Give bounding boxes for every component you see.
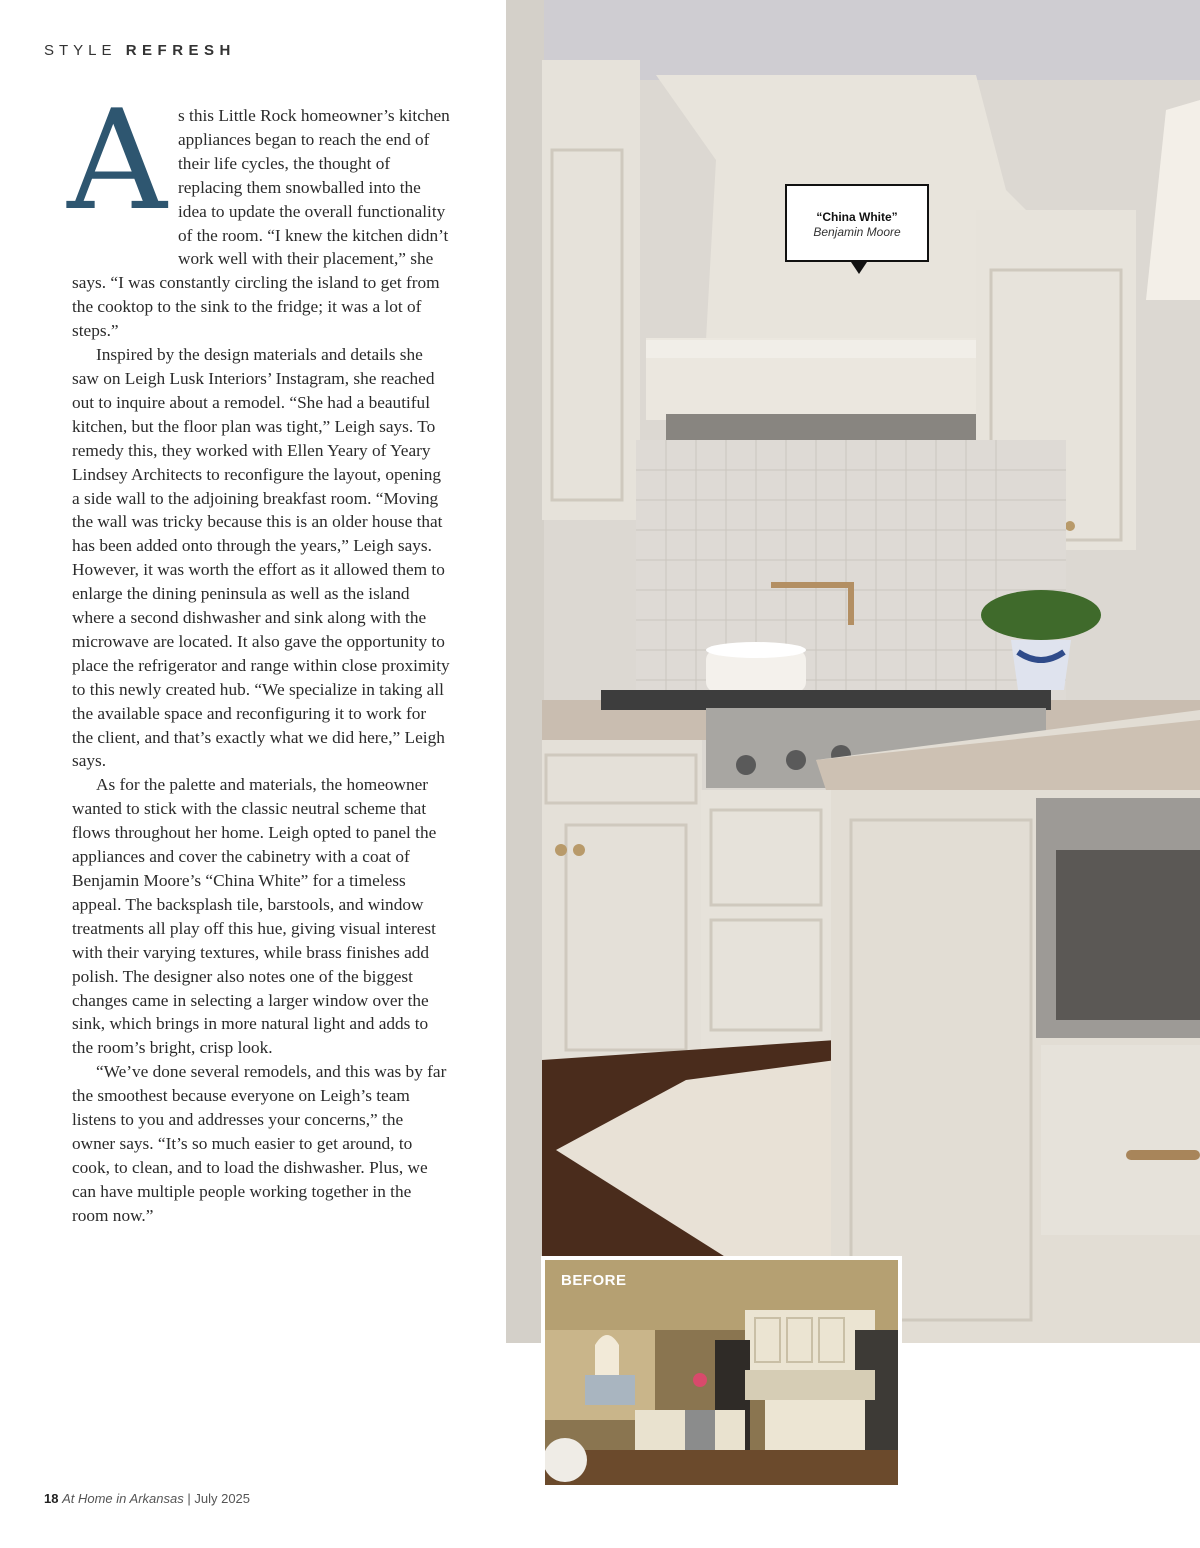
before-label: BEFORE [561, 1272, 627, 1289]
paint-callout [785, 184, 929, 262]
section-label [44, 42, 236, 59]
before-photo [541, 1256, 902, 1489]
page-number: 18 [44, 1491, 59, 1506]
article-paragraph-1 [67, 80, 450, 343]
callout-pointer [851, 262, 867, 274]
article-paragraph-4: “We’ve done several remodels, and this was by far the smoothest because everyone on Leigh’s team listens to you and addresses your concerns,” the owner says. “It’s so much easier to get around, to cook, to clean, and to load the dishwasher. Plus, we can have multiple people working together in the room now.” [72, 1062, 447, 1225]
article-paragraph-2: Inspired by the design materials and details she saw on Leigh Lusk Interiors’ Instagram, she reached out to inquire about a remodel. “She had a beautiful kitchen, but the floor plan was tight,” Leigh says. To remedy this, they worked with Ellen Yeary of Yeary Lindsey Architects to reconfigure the layout, opening a side wall to the adjoining breakfast room. “Moving the wall was tricky because this is an older house that has been added onto through the years,” Leigh says. However, it was worth the effort as it allowed them to enlarge the dining peninsula as well as the island where a second dishwasher and sink along with the microwave are located. It also gave the opportunity to place the refrigerator and range within close proximity to this newly created hub. “We specialize in taking all the available space and reconfiguring it to work for the client, and that’s exactly what we did here,” Leigh says. [72, 345, 450, 771]
folio-separator: | [187, 1491, 191, 1506]
drop-cap: A [67, 80, 167, 241]
article-paragraph-3: As for the palette and materials, the homeowner wanted to stick with the classic neutral scheme that flows throughout her home. Leigh opted to panel the appliances and cover the cabinetry with a coat of Benjamin Moore’s “China White” for a timeless appeal. The backsplash tile, barstools, and window treatments all play off this hue, giving visual interest with their varying textures, while brass finishes add polish. The designer also notes one of the biggest changes came in selecting a larger window over the sink, which brings in more natural light and adds to the room’s bright, crisp look. [72, 775, 437, 1058]
paint-callout-title: “China White” [816, 210, 898, 224]
paint-callout-brand: Benjamin Moore [813, 225, 901, 239]
section-label-light: STYLE [44, 42, 117, 59]
section-label-bold: REFRESH [125, 42, 236, 59]
magazine-name: At Home in Arkansas [62, 1491, 184, 1506]
before-photo-illustration [545, 1260, 898, 1485]
paragraph-1-text: s this Little Rock homeowner’s kitchen appliances began to reach the end of their life cycles, the thought of replacing them snowballed into the idea to update the overall functionality of the room. “I knew the kitchen didn’t work well with their placement,” she says. “I was constantly circling the island to get from the cooktop to the sink to the fridge; it was a lot of steps.” [72, 106, 450, 341]
article-body [67, 80, 450, 1228]
page-folio [44, 1491, 250, 1506]
issue-date: July 2025 [194, 1491, 251, 1506]
